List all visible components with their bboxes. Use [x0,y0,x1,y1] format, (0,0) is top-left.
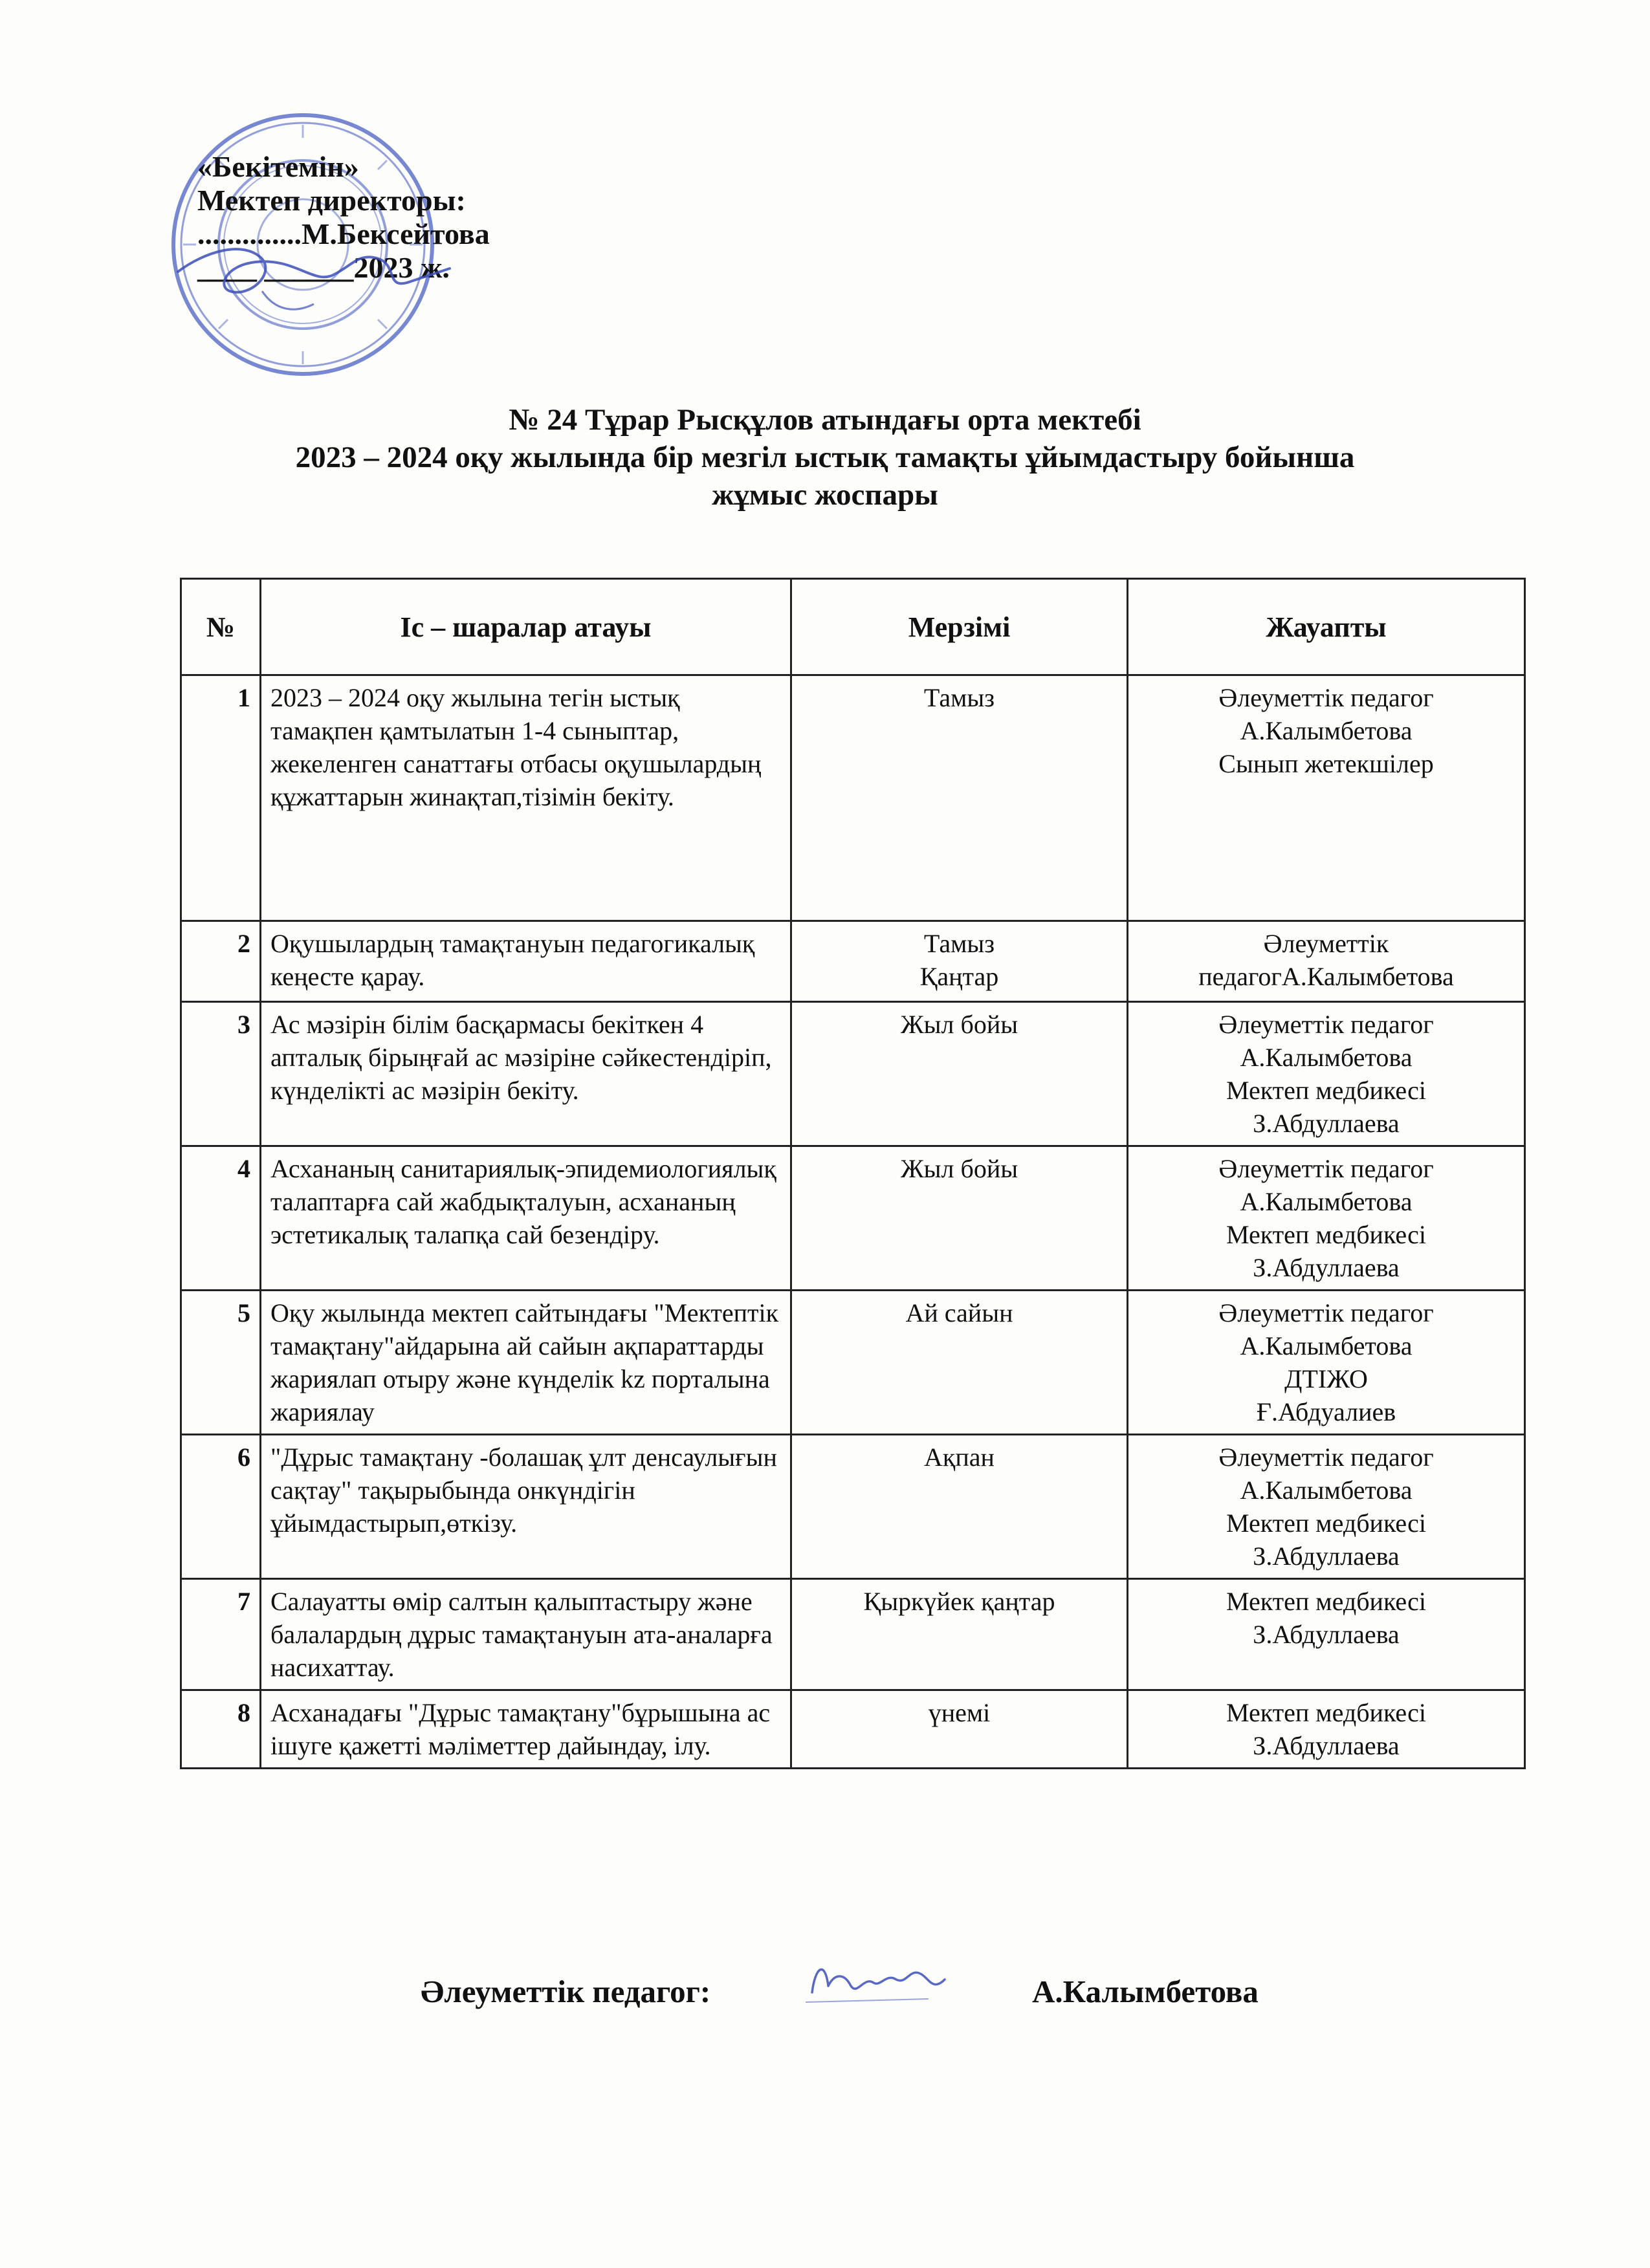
row-number: 6 [181,1435,261,1579]
header-responsible: Жауапты [1128,579,1525,675]
footer-role: Әлеуметтік педагог: [421,1974,711,2009]
header-event: Іс – шаралар атауы [261,579,791,675]
approval-heading: «Бекітемін» [197,150,359,183]
row-term: Жыл бойы [791,1146,1128,1291]
title-school: № 24 Тұрар Рысқұлов атындағы орта мектебі [509,403,1141,437]
table-row [181,1002,1525,1146]
director-signature [165,213,456,323]
row-term: Ай сайын [791,1291,1128,1435]
row-event: Асхананың санитариялық-эпидемиологиялық талаптарға сай жабдықталуын, асхананың эстетикалық талапқа сай безендіру. [261,1146,791,1291]
row-responsible: Әлеуметтік педагог А.Калымбетова Мектеп медбикесі З.Абдуллаева [1128,1002,1525,1146]
row-term: Тамыз Қаңтар [791,921,1128,1002]
table-row [181,1579,1525,1690]
row-responsible: Әлеуметтік педагог А.Калымбетова Мектеп медбикесі З.Абдуллаева [1128,1435,1525,1579]
row-number: 7 [181,1579,261,1690]
row-event: Оқушылардың тамақтануын педагогикалық кеңесте қарау. [261,921,791,1002]
row-event: Салауатты өмір салтын қалыптастыру және балалардың дұрыс тамақтануын ата-аналарға насихаттау. [261,1579,791,1690]
title-subject: 2023 – 2024 оқу жылында бір мезгіл ыстық тамақты ұйымдастыру бойынша [295,441,1355,474]
row-term: Қыркүйек қаңтар [791,1579,1128,1690]
row-responsible: Әлеуметтік педагогА.Калымбетова [1128,921,1525,1002]
row-responsible: Әлеуметтік педагог А.Калымбетова ДТІЖО Ғ.Абдуалиев [1128,1291,1525,1435]
header-number: № [181,579,261,675]
row-term: Ақпан [791,1435,1128,1579]
row-term: Тамыз [791,675,1128,921]
row-event: Ас мәзірін білім басқармасы бекіткен 4 апталық бірыңғай ас мәзіріне сәйкестендіріп, күнделікті ас мәзірін бекіту. [261,1002,791,1146]
table-row [181,1146,1525,1291]
row-responsible: Мектеп медбикесі З.Абдуллаева [1128,1690,1525,1769]
footer-name: А.Калымбетова [1032,1974,1259,2009]
row-number: 4 [181,1146,261,1291]
row-number: 8 [181,1690,261,1769]
row-number: 3 [181,1002,261,1146]
row-event: Оқу жылында мектеп сайтындағы "Мектептік тамақтану"айдарына ай сайын ақпараттарды жариялап отыру және күнделік kz порталына жариялау [261,1291,791,1435]
row-responsible: Әлеуметтік педагог А.Калымбетова Мектеп медбикесі З.Абдуллаева [1128,1146,1525,1291]
row-number: 5 [181,1291,261,1435]
document-title [129,401,1521,514]
social-pedagogue-signature [799,1947,954,2018]
row-event: 2023 – 2024 оқу жылына тегін ыстық тамақпен қамтылатын 1-4 сыныптар, жекеленген санаттағы отбасы оқушылардың құжаттарын жинақтап,тізімін бекіту. [261,675,791,921]
row-number: 2 [181,921,261,1002]
table-row [181,1291,1525,1435]
plan-table [180,578,1526,1769]
row-responsible: Әлеуметтік педагог А.Калымбетова Сынып жетекшілер [1128,675,1525,921]
row-term: үнемі [791,1690,1128,1769]
row-event: Асханадағы "Дұрыс тамақтану"бұрышына ас ішуге қажетті мәліметтер дайындау, ілу. [261,1690,791,1769]
table-row [181,1435,1525,1579]
table-row [181,921,1525,1002]
table-row [181,675,1525,921]
table-row [181,1690,1525,1769]
approval-position: Мектеп директоры: [197,184,466,217]
row-number: 1 [181,675,261,921]
row-event: "Дұрыс тамақтану -болашақ ұлт денсаулығын сақтау" тақырыбында онкүндігін ұйымдастырып,өткізу. [261,1435,791,1579]
approval-signatory: ..............М.Бексейтова [197,217,490,250]
header-term: Мерзімі [791,579,1128,675]
row-term: Жыл бойы [791,1002,1128,1146]
title-plan: жұмыс жоспары [712,478,938,512]
table-header-row [181,579,1525,675]
approval-date: ____ ______2023 ж. [197,251,450,284]
row-responsible: Мектеп медбикесі З.Абдуллаева [1128,1579,1525,1690]
